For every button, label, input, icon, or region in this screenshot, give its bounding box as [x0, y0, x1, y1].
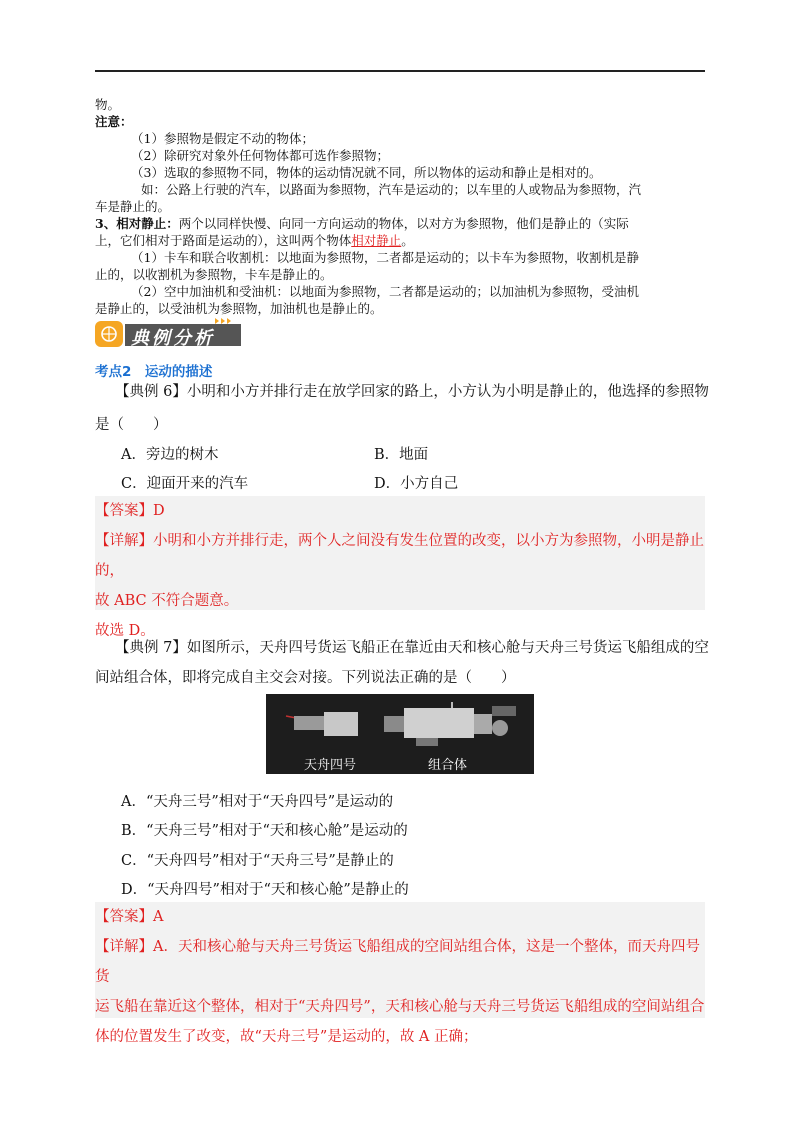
rel-item-2b: 是静止的，以受油机为参照物，加油机也是静止的。	[95, 301, 383, 316]
section-banner	[95, 318, 245, 348]
figure-label-right: 组合体	[428, 758, 468, 773]
figure-label-left: 天舟四号	[304, 758, 357, 773]
relative-rest-text-a: 两个以同样快慢、向同一方向运动的物体，以对方为参照物，他们是静止的（实际	[178, 216, 629, 231]
example7-detail-2: 运飞船在靠近这个整体，相对于“天舟四号”，天和核心舱与天舟三号货运飞船组成的空间站组合	[95, 999, 705, 1015]
relative-rest-text-b: 上，它们相对于路面是运动的），这叫两个物体	[95, 233, 352, 248]
relative-rest-end: 。	[401, 233, 414, 248]
example6-option-d: D．小方自己	[374, 476, 459, 492]
banner-title: 典例分析	[131, 328, 215, 349]
example6-answer-box	[95, 496, 705, 639]
rel-item-2a: （2）空中加油机和受油机：以地面为参照物，二者都是运动的；以加油机为参照物，受油机	[131, 284, 639, 299]
example7-option-b: B．“天舟三号”相对于“天和核心舱”是运动的	[121, 823, 408, 839]
example6-detail-1: 【详解】小明和小方并排行走，两个人之间没有发生位置的改变，以小方为参照物，小明是静止的，	[95, 533, 704, 579]
note-item-2: （2）除研究对象外任何物体都可选作参照物；	[131, 148, 389, 163]
example7-option-d: D．“天舟四号”相对于“天和核心舱”是静止的	[121, 882, 409, 898]
relative-rest-label: 3、相对静止：	[95, 216, 179, 231]
example6-option-b: B．地面	[374, 447, 429, 463]
relative-rest-line2	[95, 232, 705, 249]
rel-item-1a: （1）卡车和联合收割机：以地面为参照物，二者都是运动的；以卡车为参照物，收割机是静	[131, 250, 639, 265]
line-tail: 物。	[95, 97, 121, 112]
note-example-line1: 如：公路上行驶的汽车，以路面为参照物，汽车是运动的；以车里的人或物品为参照物，汽	[141, 182, 642, 197]
example6-option-a: A．旁边的树木	[121, 447, 219, 463]
spacecraft-figure	[266, 694, 534, 774]
example6-answer: 【答案】D	[95, 503, 165, 519]
header-rule	[95, 70, 705, 72]
note-item-1: （1）参照物是假定不动的物体；	[131, 131, 314, 146]
example6-line1: 【典例 6】小明和小方并排行走在放学回家的路上，小方认为小明是静止的，他选择的参照物	[115, 384, 709, 400]
example7-line1: 【典例 7】如图所示，天舟四号货运飞船正在靠近由天和核心舱与天舟三号货运飞船组成的空	[115, 640, 709, 656]
example7-answer-box	[95, 902, 705, 1045]
attention-heading: 注意：	[95, 114, 133, 129]
example7-answer: 【答案】A	[95, 909, 164, 925]
note-example-line2: 车是静止的。	[95, 199, 171, 214]
example6-line2: 是（ ）	[95, 417, 168, 433]
note-item-3: （3）选取的参照物不同，物体的运动情况就不同，所以物体的运动和静止是相对的。	[131, 165, 602, 180]
example6-option-c: C．迎面开来的汽车	[121, 476, 249, 492]
example7-line2: 间站组合体，即将完成自主交会对接。下列说法正确的是（ ）	[95, 670, 516, 686]
example7-detail-3: 体的位置发生了改变，故“天舟三号”是运动的，故 A 正确；	[95, 1029, 478, 1045]
example6-detail-2: 故 ABC 不符合题意。	[95, 593, 239, 609]
topic-heading: 考点2 运动的描述	[95, 364, 213, 380]
example6-detail-3: 故选 D。	[95, 623, 155, 639]
rel-item-1b: 止的，以收割机为参照物，卡车是静止的。	[95, 267, 333, 282]
example7-detail-1: 【详解】A．天和核心舱与天舟三号货运飞船组成的空间站组合体，这是一个整体，而天舟四号货	[95, 939, 700, 985]
relative-rest-line1	[95, 215, 705, 232]
example7-option-c: C．“天舟四号”相对于“天舟三号”是静止的	[121, 853, 394, 869]
example7-option-a: A．“天舟三号”相对于“天舟四号”是运动的	[121, 794, 394, 810]
relative-rest-term: 相对静止	[351, 233, 402, 248]
